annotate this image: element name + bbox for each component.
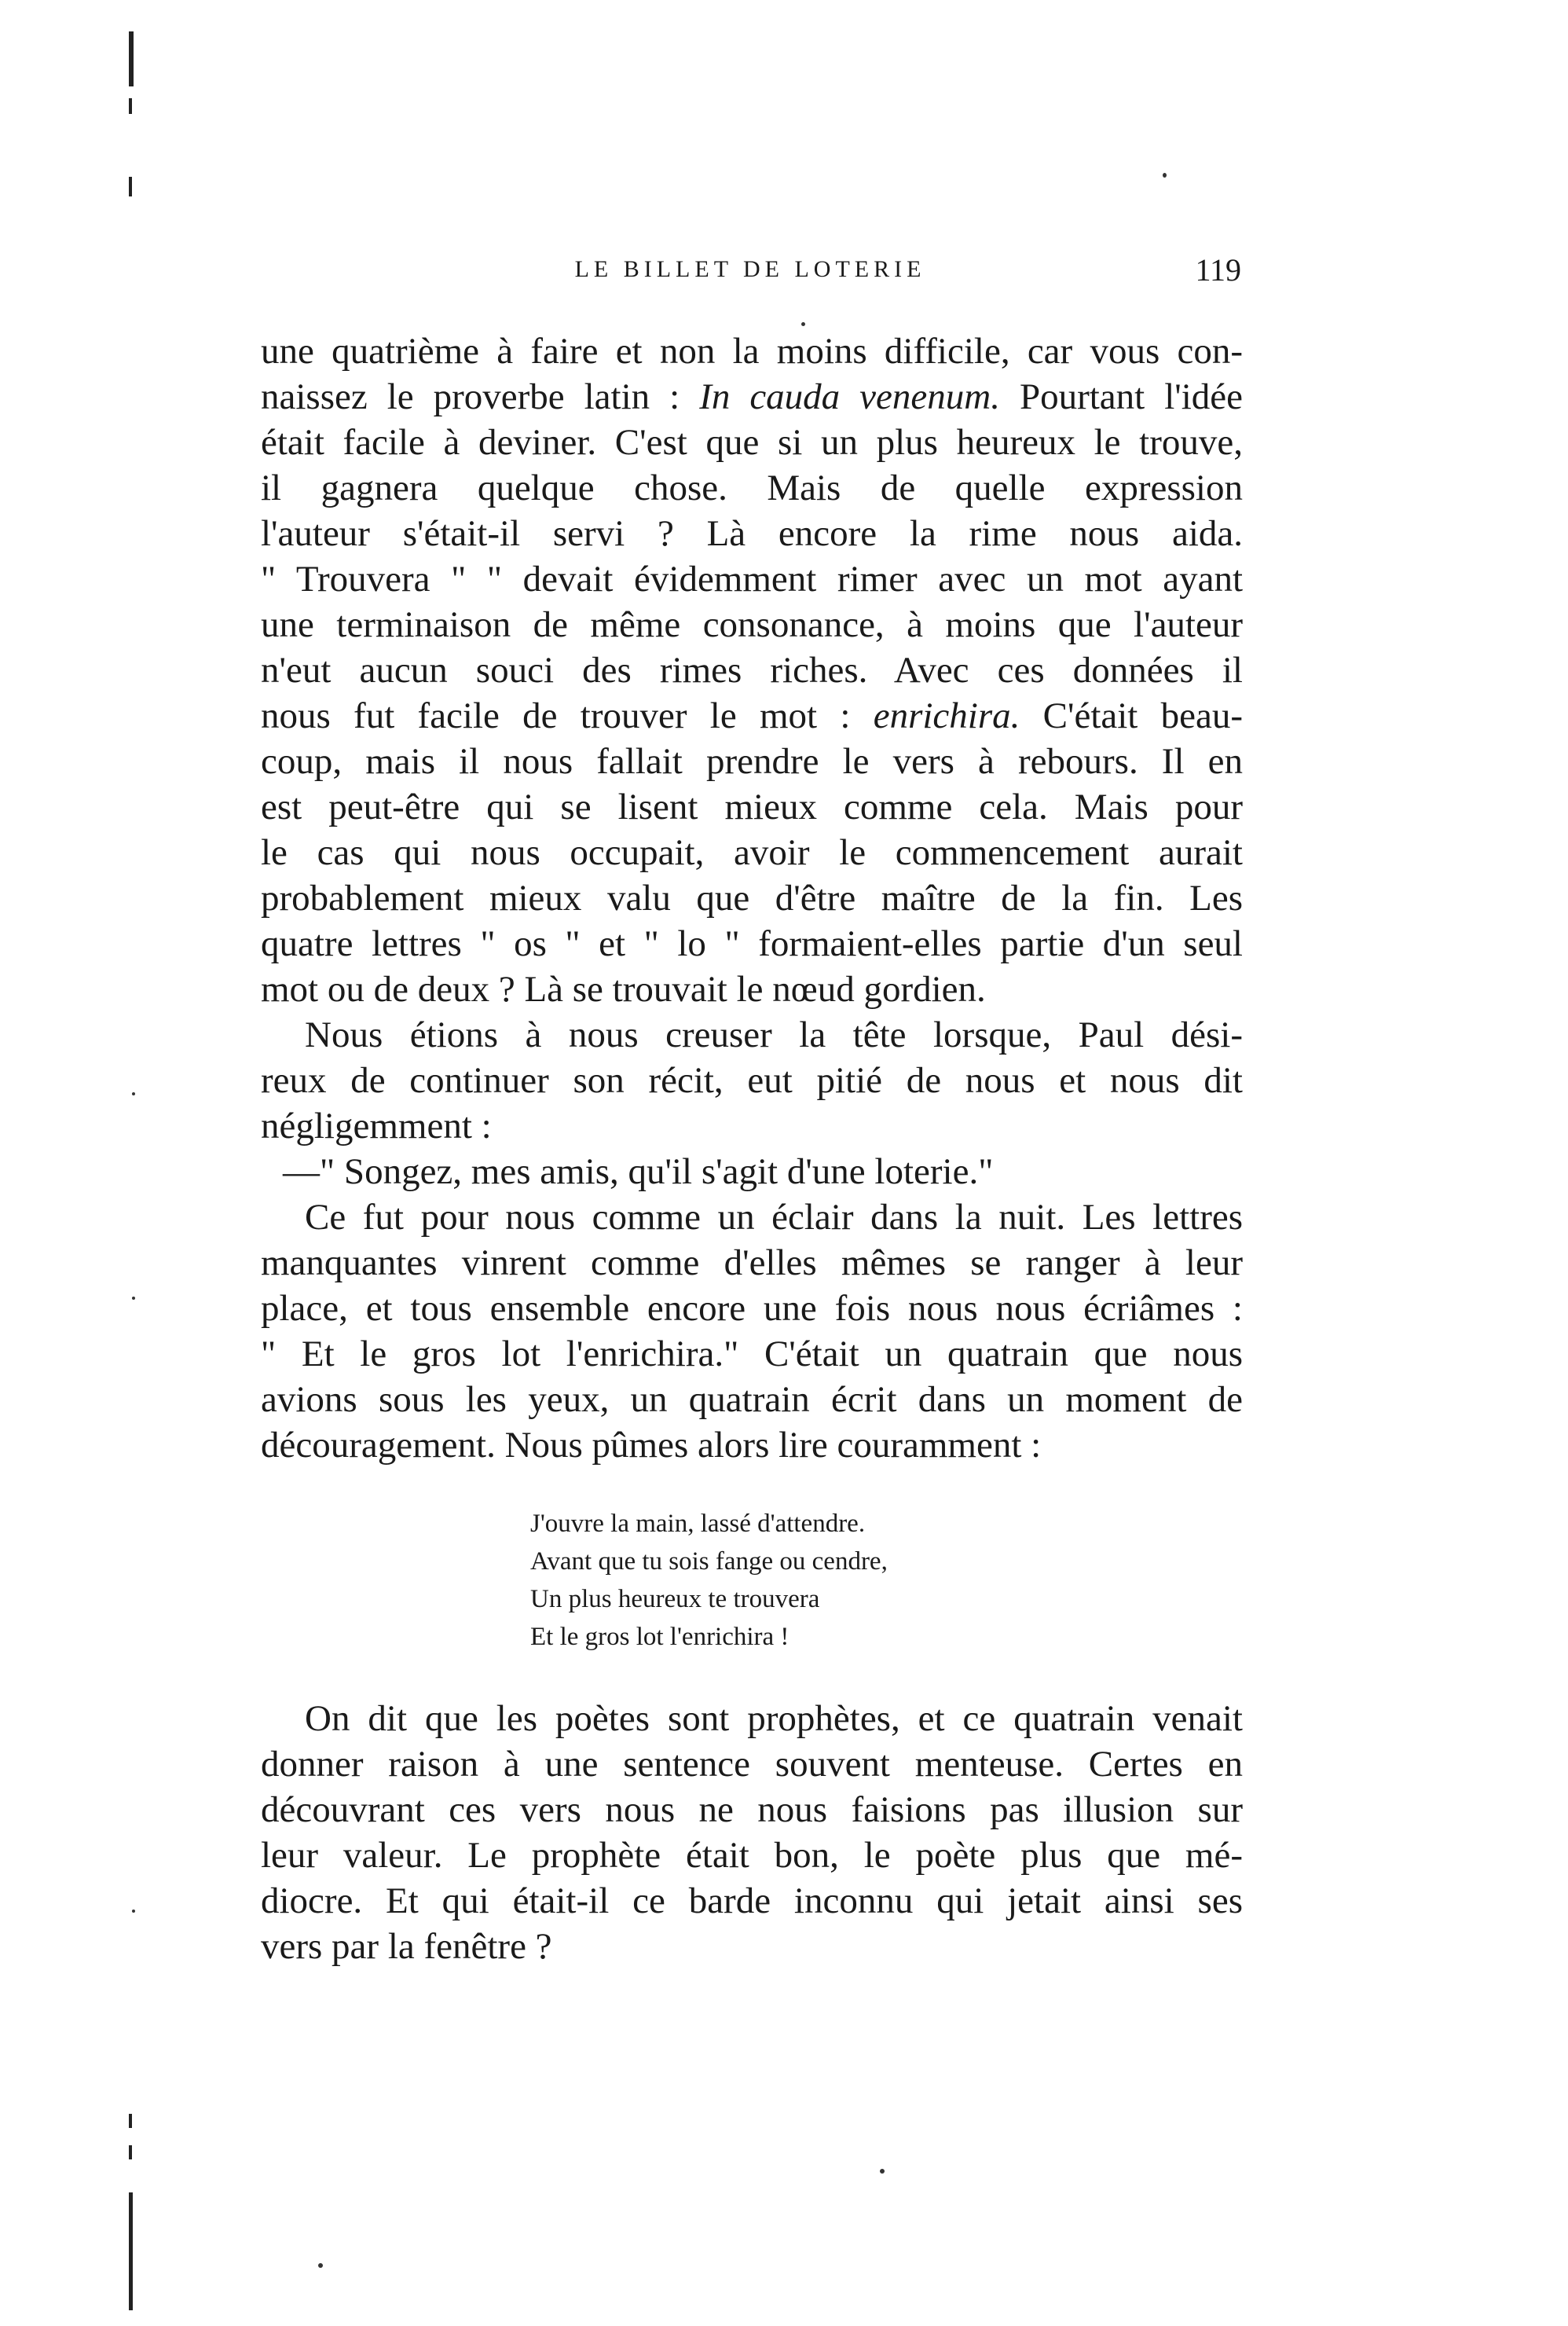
scan-edge-mark	[129, 2192, 133, 2310]
text-segment: naissez le proverbe latin :	[261, 376, 700, 417]
text-line: Ce fut pour nous comme un éclair dans la nuit. Les lettres	[305, 1197, 1243, 1238]
text-segment: nous fut facile de trouver le mot :	[261, 695, 874, 736]
verse-line: Avant que tu sois fange ou cendre,	[530, 1547, 888, 1576]
paragraph-2	[261, 1012, 1243, 1149]
text-line	[261, 693, 1243, 739]
scan-edge-mark	[129, 2145, 132, 2159]
running-head	[259, 251, 1241, 291]
latin-proverb: In cauda venenum.	[699, 376, 1000, 417]
scan-edge-mark	[129, 31, 134, 86]
text-line: place, et tous ensemble encore une fois nous nous écriâmes :	[261, 1288, 1243, 1329]
paragraph-3	[261, 1194, 1243, 1468]
scan-edge-mark	[129, 2114, 132, 2128]
scan-speck	[1163, 173, 1167, 178]
text-line: découragement. Nous pûmes alors lire couramment :	[261, 1425, 1042, 1466]
text-line: probablement mieux valu que d'être maître de la fin. Les	[261, 878, 1243, 919]
scan-speck	[801, 322, 805, 326]
text-segment: C'était beau-	[1020, 695, 1244, 736]
text-line: reux de continuer son récit, eut pitié de nous et nous dit	[261, 1060, 1243, 1101]
text-line: le cas qui nous occupait, avoir le commencement aurait	[261, 832, 1243, 873]
text-line: leur valeur. Le prophète était bon, le poète plus que mé-	[261, 1835, 1243, 1876]
text-line: découvrant ces vers nous ne nous faisions pas illusion sur	[261, 1789, 1243, 1830]
verse-line: Un plus heureux te trouvera	[530, 1585, 820, 1613]
scan-edge-mark	[129, 98, 132, 114]
text-line: vers par la fenêtre ?	[261, 1926, 552, 1967]
text-line: était facile à deviner. C'est que si un plus heureux le trouve,	[261, 422, 1243, 463]
text-line: une quatrième à faire et non la moins difficile, car vous con-	[261, 331, 1243, 372]
text-line: négligemment :	[261, 1106, 492, 1146]
key-word: enrichira.	[873, 695, 1020, 736]
text-line: l'auteur s'était-il servi ? Là encore la rime nous aida.	[261, 513, 1243, 554]
text-line: n'eut aucun souci des rimes riches. Avec ces données il	[261, 650, 1243, 691]
verse-line: J'ouvre la main, lassé d'attendre.	[530, 1510, 866, 1538]
quatrain	[530, 1505, 888, 1656]
text-line: " Et le gros lot l'enrichira." C'était un quatrain que nous	[261, 1334, 1243, 1374]
verse-line: Et le gros lot l'enrichira !	[530, 1623, 789, 1651]
text-line: est peut-être qui se lisent mieux comme cela. Mais pour	[261, 787, 1243, 827]
text-line: coup, mais il nous fallait prendre le vers à rebours. Il en	[261, 741, 1243, 782]
text-segment: Pourtant l'idée	[999, 376, 1243, 417]
text-line: manquantes vinrent comme d'elles mêmes se ranger à leur	[261, 1242, 1243, 1283]
text-line: donner raison à une sentence souvent menteuse. Certes en	[261, 1744, 1243, 1785]
main-text	[261, 328, 1243, 1468]
paragraph-4	[261, 1696, 1243, 1969]
page-number: 119	[1195, 252, 1241, 288]
text-line: il gagnera quelque chose. Mais de quelle expression	[261, 468, 1243, 508]
scan-edge-mark	[129, 177, 132, 196]
text-line: Nous étions à nous creuser la tête lorsque, Paul dési-	[305, 1014, 1243, 1055]
text-line: une terminaison de même consonance, à moins que l'auteur	[261, 604, 1243, 645]
text-line: —" Songez, mes amis, qu'il s'agit d'une loterie."	[283, 1151, 994, 1192]
text-line: mot ou de deux ? Là se trouvait le nœud gordien.	[261, 969, 986, 1010]
scan-speck	[132, 1092, 135, 1095]
text-line: diocre. Et qui était-il ce barde inconnu qui jetait ainsi ses	[261, 1880, 1243, 1921]
scan-speck	[132, 1297, 135, 1300]
text-line: " Trouvera " " devait évidemment rimer avec un mot ayant	[261, 559, 1243, 600]
text-line: quatre lettres " os " et " lo " formaient-elles partie d'un seul	[261, 923, 1243, 964]
running-title: LE BILLET DE LOTERIE	[574, 256, 926, 282]
scan-speck	[318, 2263, 323, 2268]
dialogue-line	[261, 1149, 1243, 1194]
text-line: On dit que les poètes sont prophètes, et ce quatrain venait	[305, 1698, 1243, 1739]
scan-speck	[880, 2169, 885, 2174]
scan-speck	[132, 1910, 135, 1913]
paragraph-1	[261, 328, 1243, 1012]
text-line: avions sous les yeux, un quatrain écrit dans un moment de	[261, 1379, 1243, 1420]
text-line	[261, 374, 1243, 420]
